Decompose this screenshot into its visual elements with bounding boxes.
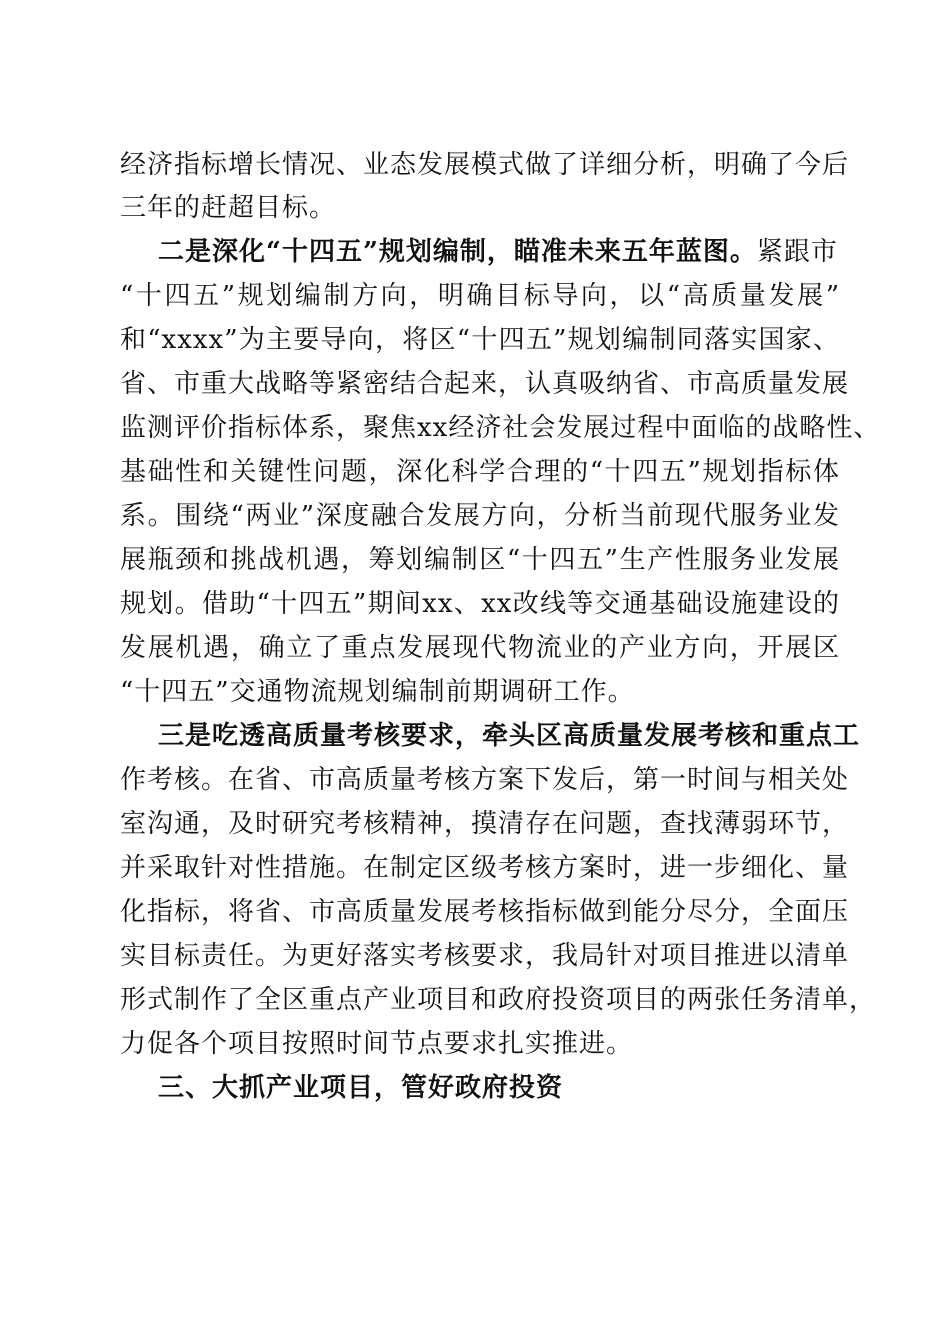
paragraph-line: 并采取针对性措施。在制定区级考核方案时，进一步细化、量 bbox=[120, 853, 850, 883]
paragraph-line: 实目标责任。为更好落实考核要求，我局针对项目推进以清单 bbox=[120, 941, 850, 971]
paragraph-line: 室沟通，及时研究考核精神，摸清存在问题，查找薄弱环节， bbox=[120, 809, 850, 839]
paragraph-heading: 二是深化“十四五”规划编制，瞄准未来五年蓝图。 bbox=[158, 237, 757, 267]
paragraph-line: 展瓶颈和挑战机遇，筹划编制区“十四五”生产性服务业发展 bbox=[120, 545, 840, 575]
paragraph-line: 形式制作了全区重点产业项目和政府投资项目的两张任务清单， bbox=[120, 985, 877, 1015]
paragraph-line: 发展机遇，确立了重点发展现代物流业的产业方向，开展区 bbox=[120, 633, 840, 663]
paragraph-line: 化指标，将省、市高质量发展考核指标做到能分尽分，全面压 bbox=[120, 897, 850, 927]
paragraph-line: 基础性和关键性问题，深化科学合理的“十四五”规划指标体 bbox=[120, 457, 840, 487]
paragraph-heading: 三是吃透高质量考核要求，牵头区高质量发展考核和重点工 bbox=[158, 721, 861, 751]
paragraph-line: 和“xxxx”为主要导向，将区“十四五”规划编制同落实国家、 bbox=[120, 325, 840, 355]
paragraph-line: 作考核。在省、市高质量考核方案下发后，第一时间与相关处 bbox=[120, 765, 850, 795]
paragraph-line: 监测评价指标体系，聚焦xx经济社会发展过程中面临的战略性、 bbox=[120, 413, 881, 443]
paragraph-line: 省、市重大战略等紧密结合起来，认真吸纳省、市高质量发展 bbox=[120, 369, 850, 399]
section-heading: 三、大抓产业项目，管好政府投资 bbox=[158, 1073, 564, 1103]
paragraph-line: 三年的赶超目标。 bbox=[120, 193, 337, 223]
paragraph-line: “十四五”规划编制方向，明确目标导向，以“高质量发展” bbox=[120, 281, 840, 311]
paragraph-line: 系。围绕“两业”深度融合发展方向，分析当前现代服务业发 bbox=[120, 501, 840, 531]
paragraph-text: 紧跟市 bbox=[756, 237, 838, 267]
paragraph-line: 力促各个项目按照时间节点要求扎实推进。 bbox=[120, 1029, 634, 1059]
paragraph-line: “十四五”交通物流规划编制前期调研工作。 bbox=[120, 677, 635, 707]
paragraph-line bbox=[158, 232, 840, 272]
paragraph-line: 规划。借助“十四五”期间xx、xx改线等交通基础设施建设的 bbox=[120, 589, 840, 619]
paragraph-line: 经济指标增长情况、业态发展模式做了详细分析，明确了今后 bbox=[120, 150, 850, 180]
